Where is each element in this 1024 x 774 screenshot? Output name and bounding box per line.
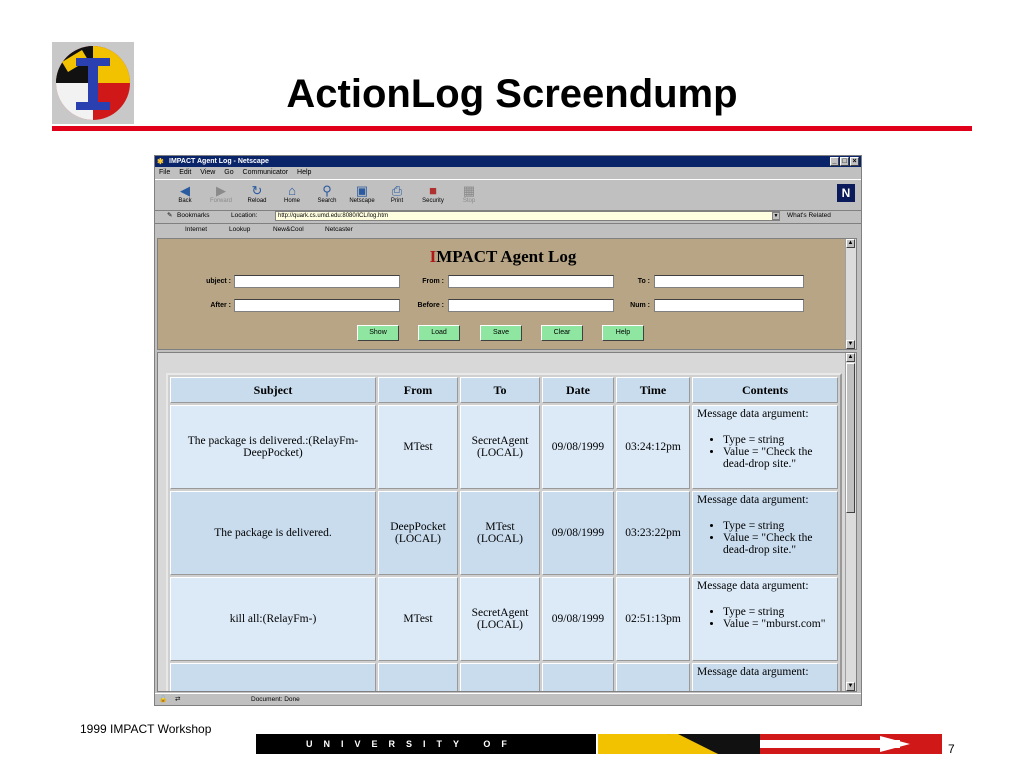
num-input[interactable] <box>654 299 804 312</box>
maryland-cross-graphic <box>760 734 942 754</box>
cell-date <box>542 663 614 692</box>
scroll-thumb[interactable] <box>846 363 855 513</box>
netscape-app-icon: ✱ <box>157 157 164 166</box>
from-label: From : <box>422 278 444 285</box>
header-to: To <box>460 377 540 403</box>
slide-title: ActionLog Screendump <box>286 72 738 116</box>
log-results-frame <box>157 352 857 692</box>
after-input[interactable] <box>234 299 400 312</box>
cell-date: 09/08/1999 <box>542 405 614 489</box>
scroll-up-icon[interactable]: ▲ <box>847 240 854 246</box>
stop-button: ▦ Stop <box>453 183 485 204</box>
num-label: Num : <box>630 302 650 309</box>
table-header-row <box>170 377 838 403</box>
reload-button[interactable]: ↻ Reload <box>241 183 273 204</box>
cell-to: MTest (LOCAL) <box>460 491 540 575</box>
header-date: Date <box>542 377 614 403</box>
menu-communicator[interactable]: Communicator <box>242 169 289 176</box>
cell-subject: The package is delivered.:(RelayFm-DeepPocket) <box>170 405 376 489</box>
location-bar <box>155 209 861 224</box>
cell-to: SecretAgent (LOCAL) <box>460 405 540 489</box>
contents-heading: Message data argument: <box>697 408 809 420</box>
print-button[interactable]: ⎙ Print <box>381 183 413 204</box>
to-label: To : <box>637 278 650 285</box>
log-table <box>166 373 842 692</box>
contents-heading: Message data argument: <box>697 666 809 678</box>
window-titlebar[interactable] <box>155 156 861 167</box>
cell-subject: The package is delivered. <box>170 491 376 575</box>
netscape-n-logo[interactable]: N <box>837 184 855 202</box>
from-input[interactable] <box>448 275 614 288</box>
bookmark-icon: ✎ <box>167 212 173 219</box>
cell-date: 09/08/1999 <box>542 577 614 661</box>
print-icon: ⎙ <box>391 183 403 198</box>
personal-toolbar <box>155 223 861 237</box>
personal-netcaster[interactable]: Netcaster <box>325 226 353 233</box>
cell-contents <box>692 405 838 489</box>
table-scrollbar[interactable] <box>845 353 856 691</box>
back-arrow-icon: ◀ <box>180 183 190 198</box>
status-text: Document: Done <box>251 696 300 703</box>
load-button[interactable]: Load <box>418 325 460 341</box>
netscape-icon: ▣ <box>355 183 369 198</box>
minimize-icon[interactable]: _ <box>830 157 839 166</box>
menu-bar <box>155 167 861 179</box>
title-initial: I <box>429 247 437 266</box>
personal-newcool[interactable]: New&Cool <box>273 226 304 233</box>
contents-item: • Type = string <box>723 520 833 532</box>
show-button[interactable]: Show <box>357 325 399 341</box>
location-label: Location: <box>231 212 258 219</box>
security-status-icon: 🔓 <box>159 696 168 703</box>
table-row <box>170 577 838 661</box>
security-button[interactable]: ■ Security <box>417 183 449 204</box>
cell-from: MTest <box>378 405 458 489</box>
search-button[interactable]: ⚲ Search <box>311 183 343 204</box>
netscape-button[interactable]: ▣ Netscape <box>346 183 378 204</box>
cell-time: 03:23:22pm <box>616 491 690 575</box>
menu-help[interactable]: Help <box>297 169 312 176</box>
cell-time: 03:24:12pm <box>616 405 690 489</box>
log-title <box>158 247 848 267</box>
menu-view[interactable]: View <box>200 169 216 176</box>
scroll-down-icon[interactable]: ▼ <box>847 683 854 689</box>
forward-arrow-icon: ▶ <box>216 183 226 198</box>
subject-label: ubject : <box>206 278 231 285</box>
netscape-window <box>154 155 862 706</box>
personal-internet[interactable]: Internet <box>185 226 208 233</box>
cell-from <box>378 663 458 692</box>
cell-subject: kill all:(RelayFm-) <box>170 577 376 661</box>
home-icon: ⌂ <box>288 183 296 198</box>
contents-item: • Type = string <box>723 434 833 446</box>
url-input[interactable]: http://quark.cs.umd.edu:8080/ICL/log.htm <box>275 211 780 221</box>
stop-icon: ▦ <box>462 183 476 198</box>
log-title-text: MPACT Agent Log <box>436 247 577 266</box>
table-row <box>170 491 838 575</box>
window-title: IMPACT Agent Log - Netscape <box>169 158 269 165</box>
maximize-icon[interactable]: □ <box>840 157 849 166</box>
search-icon: ⚲ <box>322 183 332 198</box>
home-button[interactable]: ⌂ Home <box>276 183 308 204</box>
header-contents: Contents <box>692 377 838 403</box>
personal-lookup[interactable]: Lookup <box>229 226 251 233</box>
cell-date: 09/08/1999 <box>542 491 614 575</box>
page-number: 7 <box>948 742 955 756</box>
contents-item: • Value = "Check the dead-drop site." <box>723 446 833 470</box>
navigation-toolbar <box>155 179 861 211</box>
whats-related-button[interactable]: What's Related <box>787 212 831 219</box>
cell-contents <box>692 577 838 661</box>
clear-button[interactable]: Clear <box>541 325 583 341</box>
contents-list <box>697 520 833 556</box>
forward-button: ▶ Forward <box>205 183 237 204</box>
contents-item: • Type = string <box>723 606 833 618</box>
before-input[interactable] <box>448 299 614 312</box>
table-row <box>170 663 838 692</box>
cell-time <box>616 663 690 692</box>
cell-to <box>460 663 540 692</box>
scroll-down-icon[interactable]: ▼ <box>847 341 854 347</box>
to-input[interactable] <box>654 275 804 288</box>
back-button[interactable]: ◀ Back <box>169 183 201 204</box>
bookmarks-button[interactable]: Bookmarks <box>177 212 210 219</box>
status-bar <box>155 693 861 706</box>
menu-file[interactable]: File <box>159 169 171 176</box>
header-subject: Subject <box>170 377 376 403</box>
close-icon[interactable]: × <box>850 157 859 166</box>
query-form-frame <box>157 238 857 350</box>
scroll-up-icon[interactable]: ▲ <box>847 354 854 360</box>
after-label: After : <box>210 302 231 309</box>
cell-time: 02:51:13pm <box>616 577 690 661</box>
header-time: Time <box>616 377 690 403</box>
help-button[interactable]: Help <box>602 325 644 341</box>
contents-item: • Value = "Check the dead-drop site." <box>723 532 833 556</box>
cell-from: MTest <box>378 577 458 661</box>
table-row <box>170 405 838 489</box>
menu-go[interactable]: Go <box>224 169 234 176</box>
header-from: From <box>378 377 458 403</box>
cell-contents <box>692 663 838 692</box>
cell-to: SecretAgent (LOCAL) <box>460 577 540 661</box>
contents-list <box>697 434 833 470</box>
contents-item: • Value = "mburst.com" <box>723 618 833 630</box>
menu-edit[interactable]: Edit <box>179 169 192 176</box>
save-button[interactable]: Save <box>480 325 522 341</box>
contents-heading: Message data argument: <box>697 580 809 592</box>
contents-list <box>697 606 833 630</box>
university-banner: UNIVERSITY OF MARYLAND <box>256 734 596 754</box>
title-divider <box>52 126 972 131</box>
before-label: Before : <box>417 302 444 309</box>
footer-workshop: 1999 IMPACT Workshop <box>80 722 212 736</box>
chevron-down-icon[interactable]: ▼ <box>773 213 779 219</box>
cell-from: DeepPocket (LOCAL) <box>378 491 458 575</box>
lock-icon: ■ <box>429 183 437 198</box>
contents-heading: Message data argument: <box>697 494 809 506</box>
cell-contents <box>692 491 838 575</box>
connection-icon: ⇄ <box>175 696 181 703</box>
subject-input[interactable] <box>234 275 400 288</box>
maryland-flag-graphic <box>598 734 760 754</box>
cell-subject <box>170 663 376 692</box>
reload-icon: ↻ <box>251 183 263 198</box>
form-scrollbar[interactable] <box>845 239 856 349</box>
